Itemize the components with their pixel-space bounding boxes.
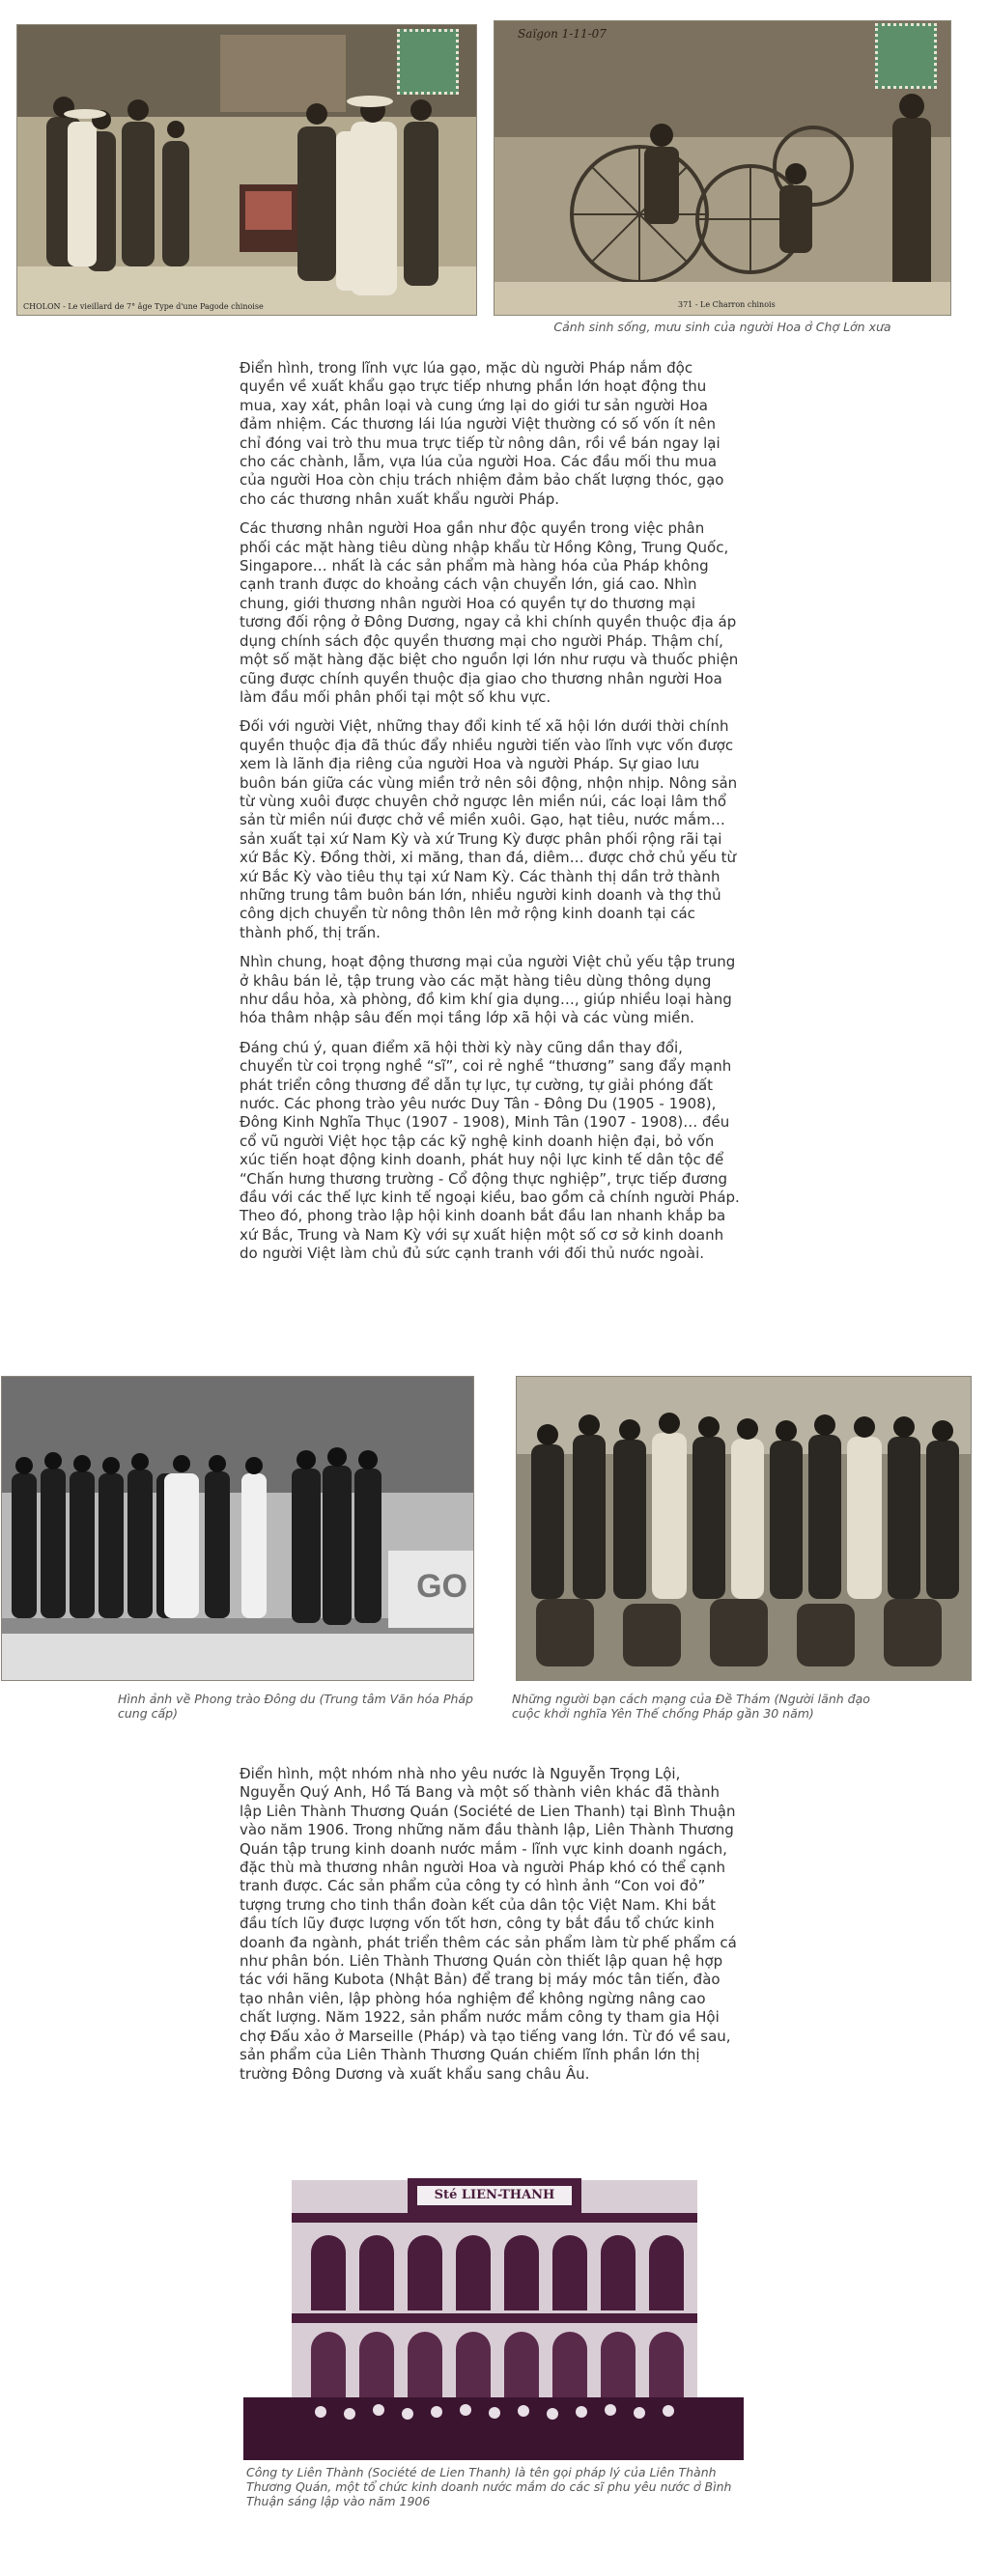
caption-dong-du: Hình ảnh về Phong trào Đông du (Trung tâm Văn hóa Pháp cung cấp) bbox=[118, 1692, 473, 1721]
photo-de-tham-art bbox=[517, 1377, 971, 1680]
article-section-2 bbox=[240, 1765, 740, 2094]
postage-stamp-2 bbox=[875, 23, 937, 89]
caption-chinese-life: Cảnh sinh sống, mưu sinh của người Hoa ở Chợ Lớn xưa bbox=[553, 320, 891, 334]
paragraph-lien-thanh: Điển hình, một nhóm nhà nho yêu nước là Nguyễn Trọng Lội, Nguyễn Quý Anh, Hồ Tá Bang và một số thành viên khác đã thành lập Liên Thành Thương Quán (Société de Lien Thanh) tại Bình Thuận vào năm 1906. Trong những năm đầu thành lập, Liên Thành Thương Quán tập trung kinh doanh nước mắm - lĩnh vực kinh doanh ngách, đặc thù mà thương nhân người Hoa và người Pháp khó có thể cạnh tranh được. Các sản phẩm của công ty có hình ảnh “Con voi đỏ” tượng trưng cho tinh thần đoàn kết của dân tộc Việt Nam. Khi bắt đầu tích lũy được lượng vốn tốt hơn, công ty bắt đầu tổ chức kinh doanh đa ngành, phát triển thêm các sản phẩm làm từ phế phẩm cá như phân bón. Liên Thành Thương Quán còn thiết lập quan hệ hợp tác với hãng Kubota (Nhật Bản) để trang bị máy móc tân tiến, đào tạo nhân viên, lập phòng hóa nghiệm để không ngừng nâng cao chất lượng. Năm 1922, sản phẩm nước mắm công ty tham gia Hội chợ Đấu xảo ở Marseille (Pháp) và tạo tiếng vang lớn. Từ đó về sau, sản phẩm của Liên Thành Thương Quán chiếm lĩnh phần lớn thị trường Đông Dương và xuất khẩu sang châu Âu. bbox=[240, 1765, 737, 2083]
postcard-line-1: CHOLON - Le vieillard de 7° âge bbox=[23, 302, 153, 311]
paragraph-social-change: Đáng chú ý, quan điểm xã hội thời kỳ này cũng dần thay đổi, chuyển từ coi trọng nghề “sĩ”, coi rẻ nghề “thương” sang đẩy mạnh phát triển công thương để dẫn tự lực, tự cường, tự giải phóng đất nước. Các phong trào yêu nước Duy Tân - Đông Du (1905 - 1908), Đông Kinh Nghĩa Thục (1907 - 1908), Minh Tân (1907 - 1908)… đều cổ vũ người Việt học tập các kỹ nghệ kinh doanh hiện đại, bỏ vốn xúc tiến hoạt động kinh doanh, phát huy nội lực kinh tế dân tộc để “Chấn hưng thương trường - Cổ động thực nghiệp”, trực tiếp đương đầu với các thế lực kinh tế ngoại kiều, bao gồm cả chính người Pháp. Theo đó, phong trào lập hội kinh doanh bắt đầu lan nhanh khắp ba xứ Bắc, Trung và Nam Kỳ với sự xuất hiện một số cơ sở kinh doanh do người Việt làm chủ đủ sức cạnh tranh với đối thủ nước ngoài. bbox=[240, 1038, 740, 1263]
postcard-line-2: Type d'une Pagode chinoise bbox=[154, 302, 264, 311]
postage-stamp bbox=[397, 29, 459, 95]
paragraph-rice-trade: Điển hình, trong lĩnh vực lúa gạo, mặc dù người Pháp nắm độc quyền về xuất khẩu gạo trực tiếp nhưng phần lớn hoạt động thu mua, xay xát, phân loại và cung ứng lại do giới tư sản người Hoa đảm nhiệm. Các thương lái lúa người Việt thường có số vốn ít nên chỉ đóng vai trò thu mua trực tiếp từ nông dân, rồi về bán ngay lại cho các chành, lẫm, vựa lúa của người Hoa. Các đầu mối thu mua của người Hoa còn chịu trách nhiệm đảm bảo chất lượng thóc, gạo cho các thương nhân xuất khẩu người Pháp. bbox=[240, 359, 724, 508]
photo-dong-du-movement bbox=[2, 1377, 473, 1680]
postcard-handwriting: Saïgon 1-11-07 bbox=[518, 27, 607, 41]
paragraph-retail: Nhìn chung, hoạt động thương mại của người Việt chủ yếu tập trung ở khâu bán lẻ, tập trung vào các mặt hàng tiêu dùng thông dụng như dầu hỏa, xà phòng, đồ kim khí gia dụng…, giúp nhiều loại hàng hóa thâm nhập sâu đến mọi tầng lớp xã hội và các vùng miền. bbox=[240, 953, 736, 1027]
postcard-label bbox=[23, 302, 264, 311]
article-section-1 bbox=[240, 359, 740, 1274]
caption-de-tham: Những người bạn cách mạng của Đề Thám (Người lãnh đạo cuộc khởi nghĩa Yên Thế chống Pháp gần 30 năm) bbox=[512, 1692, 870, 1721]
photo-dong-du-art bbox=[2, 1377, 473, 1680]
building-sign-text: Sté LIEN-THANH bbox=[434, 2188, 555, 2202]
banner-sign-text: GO bbox=[416, 1568, 467, 1605]
paragraph-vietnamese-trade: Đối với người Việt, những thay đổi kinh tế xã hội lớn dưới thời chính quyền thuộc địa đã thúc đẩy nhiều người tiến vào lĩnh vực vốn được xem là lãnh địa riêng của người Hoa và người Pháp. Sự giao lưu buôn bán giữa các vùng miền trở nên sôi động, nhộn nhịp. Nông sản từ vùng xuôi được chuyên chở ngược lên miền núi, các loại lâm thổ sản từ miền núi được chở về miền xuôi. Gạo, hạt tiêu, nước mắm… sản xuất tại xứ Nam Kỳ và xứ Trung Kỳ được phân phối rộng rãi tại xứ Bắc Kỳ. Đồng thời, xi măng, than đá, diêm… được chở chủ yếu từ xứ Bắc Kỳ vào tiêu thụ tại xứ Nam Kỳ. Các thành thị dần trở thành những trung tâm buôn bán lớn, nhiều người kinh doanh và thợ thủ công dịch chuyển từ nông thôn lên mở rộng kinh doanh tại các thành phố, thị trấn. bbox=[240, 717, 738, 941]
photo-lien-thanh-building bbox=[243, 2151, 744, 2460]
photo-chinese-elders bbox=[17, 25, 476, 315]
photo-de-tham-comrades bbox=[517, 1377, 971, 1680]
paragraph-chinese-merchants: Các thương nhân người Hoa gần như độc quyền trong việc phân phối các mặt hàng tiêu dùng nhập khẩu từ Hồng Kông, Trung Quốc, Singapore… nhất là các sản phẩm mà hàng hóa của Pháp không cạnh tranh được do khoảng cách vận chuyển lớn, giá cao. Nhìn chung, giới thương nhân người Hoa có quyền tự do thương mại tương đối rộng ở Đông Dương, ngay cả khi chính quyền thuộc địa áp dụng chính sách độc quyền thương mại cho người Pháp. Thậm chí, một số mặt hàng đặc biệt cho nguồn lợi lớn như rượu và thuốc phiện cũng được chính quyền thuộc địa giao cho thương nhân người Hoa làm đầu mối phân phối tại một số khu vực. bbox=[240, 519, 739, 706]
caption-lien-thanh: Công ty Liên Thành (Société de Lien Thanh) là tên gọi pháp lý của Liên Thành Thương Quán, một tổ chức kinh doanh nước mắm do các sĩ phu yêu nước ở Bình Thuận sáng lập vào năm 1906 bbox=[246, 2465, 732, 2508]
postcard-label-2: 371 - Le Charron chinois bbox=[678, 300, 776, 309]
photo-chinese-wheelwright bbox=[494, 21, 950, 315]
